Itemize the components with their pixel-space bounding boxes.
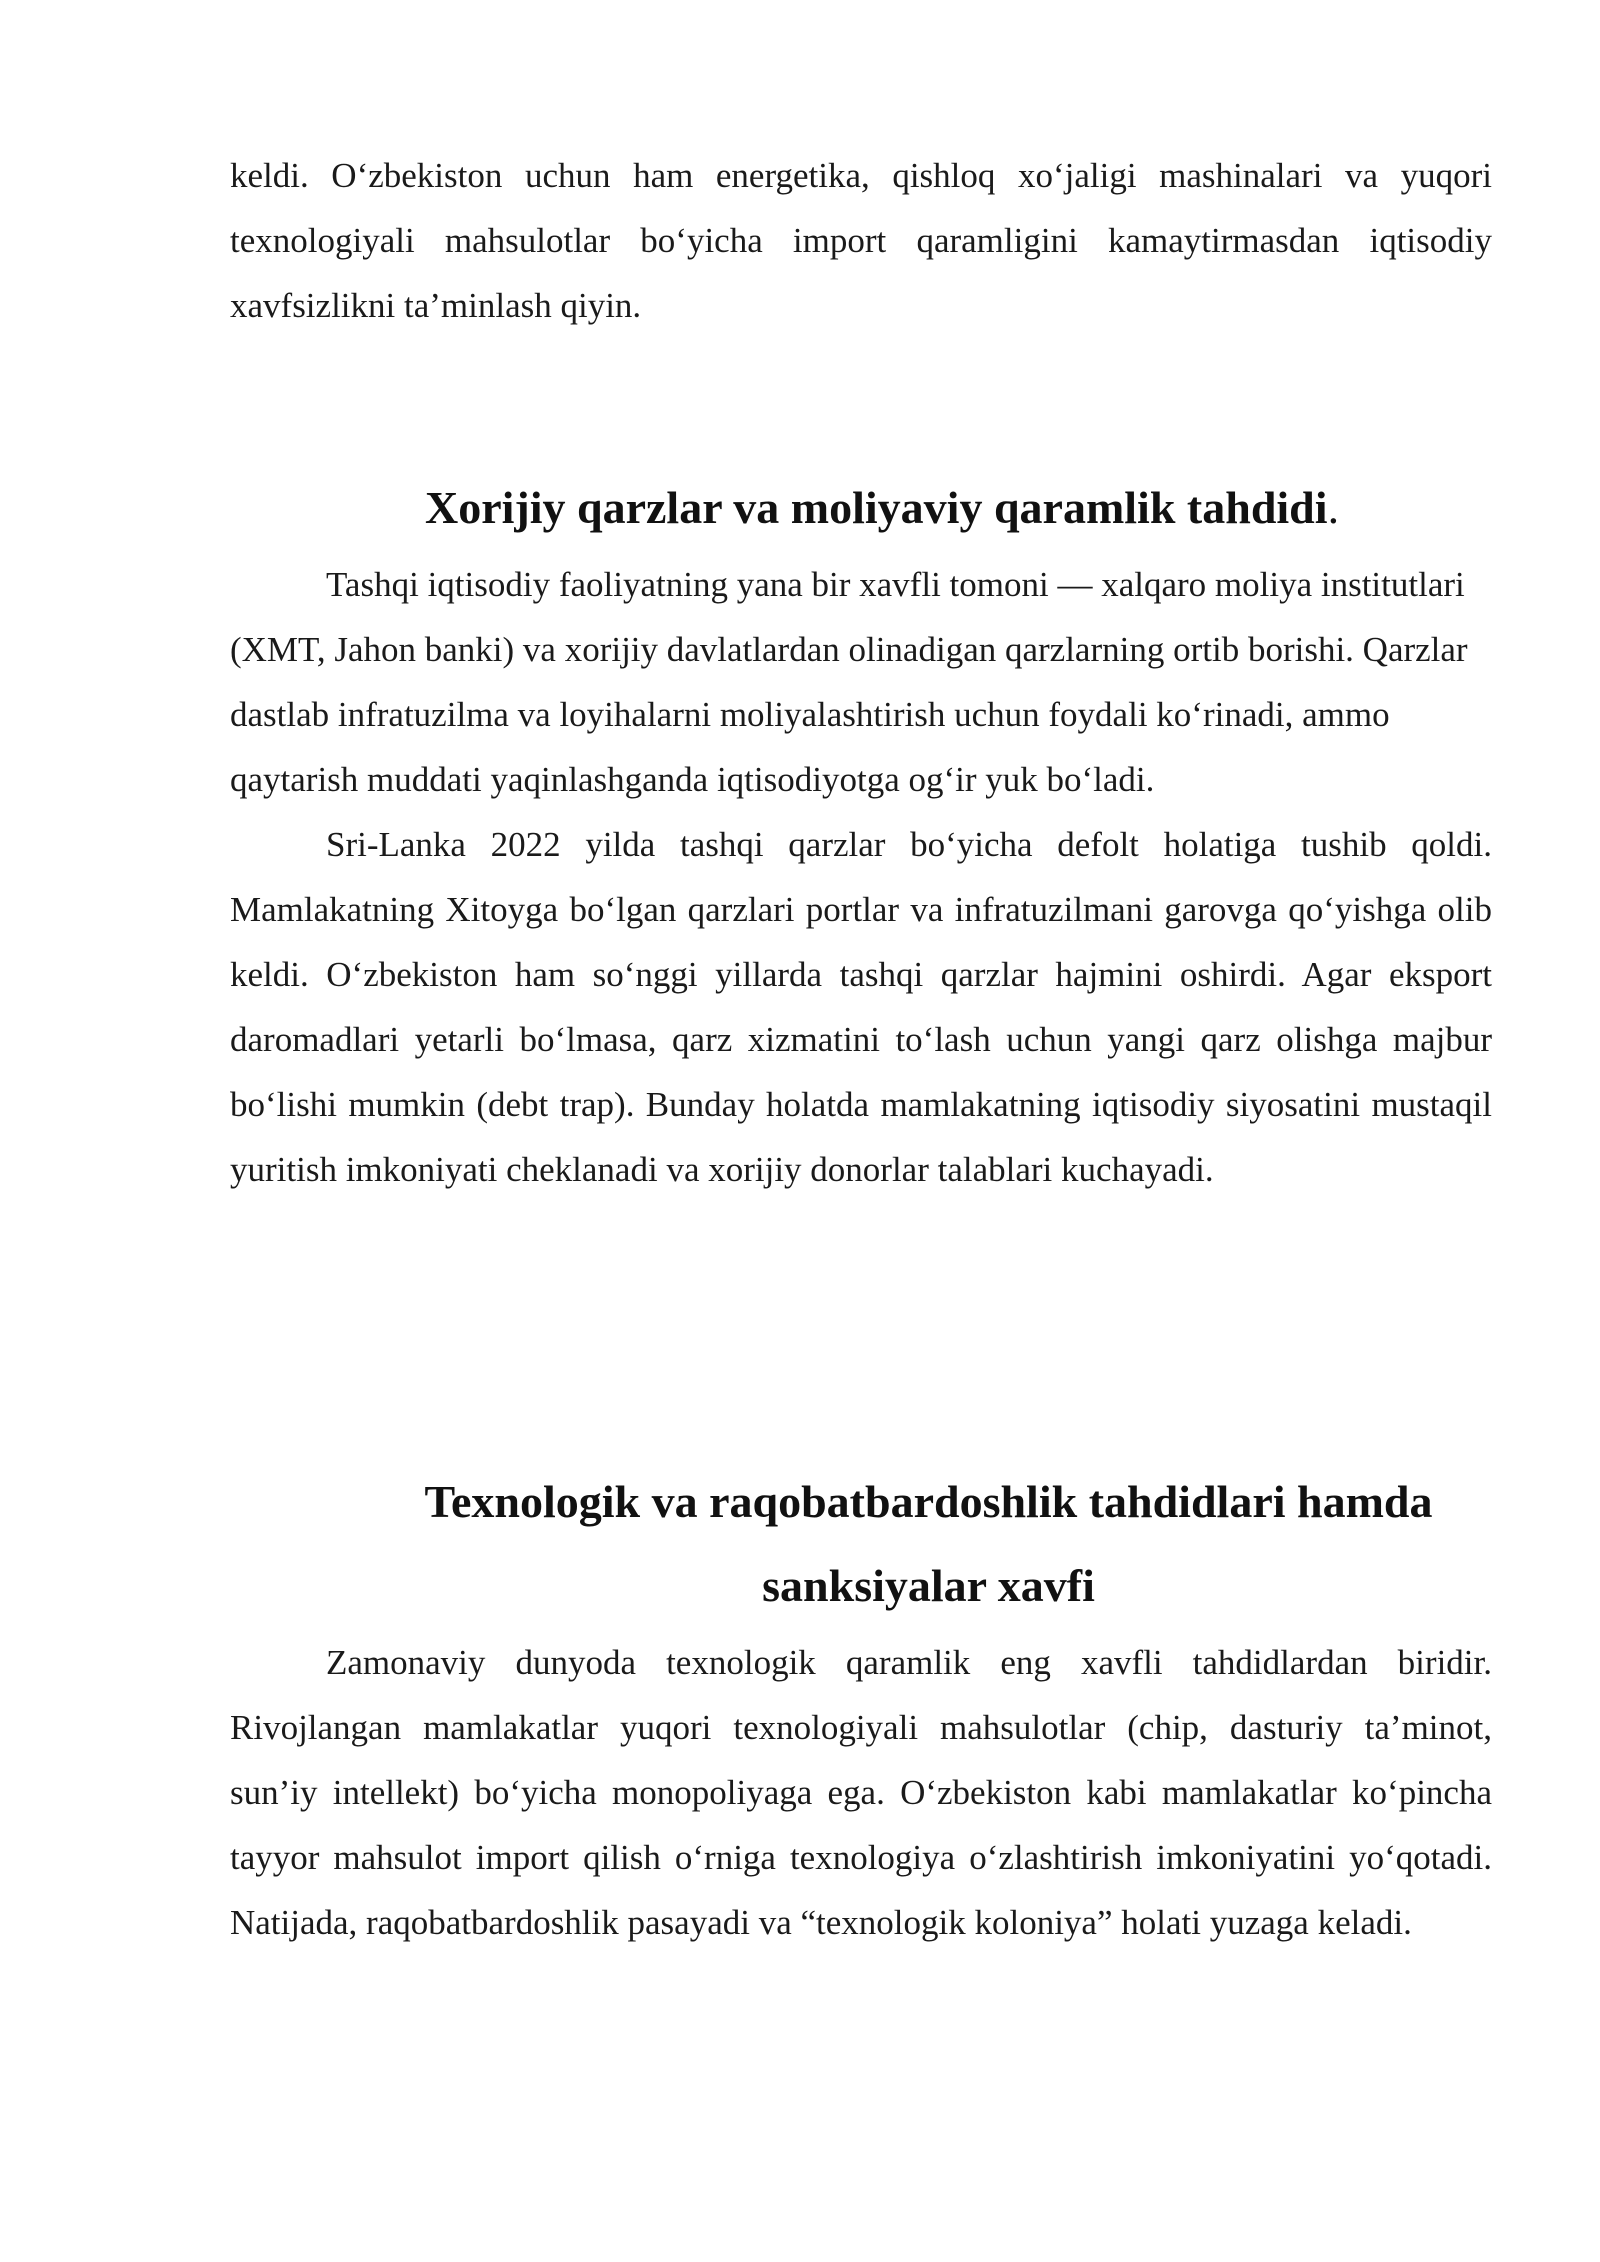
section1-heading-text: Xorijiy qarzlar va moliyaviy qaramlik tahdidi xyxy=(425,482,1328,533)
section1-paragraph1: Tashqi iqtisodiy faoliyatning yana bir xavfli tomoni — xalqaro moliya institutlari (XMT, Jahon banki) va xorijiy davlatlardan olinadigan qarzlarning ortib borishi. Qarzlar dastlab infratuzilma va loyihalarni moliyalashtirish uchun foydali ko‘rinadi, ammo qaytarish muddati yaqinlashganda iqtisodiyotga og‘ir yuk bo‘ladi. xyxy=(230,565,1468,799)
section1-paragraph2: Sri-Lanka 2022 yilda tashqi qarzlar bo‘yicha defolt holatiga tushib qoldi. Mamlakatning Xitoyga bo‘lgan qarzlari portlar va infratuzilmani garovga qo‘yishga olib keldi. O‘zbekiston ham so‘nggi yillarda tashqi qarzlar hajmini oshirdi. Agar eksport daromadlari yetarli bo‘lmasa, qarz xizmatini to‘lash uchun yangi qarz olishga majbur bo‘lishi mumkin (debt trap). Bunday holatda mamlakatning iqtisodiy siyosatini mustaqil yuritish imkoniyati cheklanadi va xorijiy donorlar talablari kuchayadi. xyxy=(230,825,1492,1189)
top-paragraph xyxy=(230,143,1492,338)
section2-paragraph1: Zamonaviy dunyoda texnologik qaramlik eng xavfli tahdidlardan biridir. Rivojlangan mamlakatlar yuqori texnologiyali mahsulotlar (chip, dasturiy ta’minot, sun’iy intellekt) bo‘yicha monopoliyaga ega. O‘zbekiston kabi mamlakatlar ko‘pincha tayyor mahsulot import qilish o‘rniga texnologiya o‘zlashtirish imkoniyatini yo‘qotadi. Natijada, raqobatbardoshlik pasayadi va “texnologik koloniya” holati yuzaga keladi. xyxy=(230,1643,1492,1942)
top-paragraph-text: keldi. O‘zbekiston uchun ham energetika, qishloq xo‘jaligi mashinalari va yuqori texnologiyali mahsulotlar bo‘yicha import qaramligini kamaytirmasdan iqtisodiy xavfsizlikni ta’minlash qiyin. xyxy=(230,156,1492,325)
section2-heading-line1: Texnologik va raqobatbardoshlik tahdidlari hamda xyxy=(424,1476,1433,1527)
section2-heading-line2: sanksiyalar xavfi xyxy=(762,1560,1095,1611)
section2-heading xyxy=(230,1460,1492,1628)
section1-heading xyxy=(425,466,1525,550)
section1-heading-dot: . xyxy=(1327,482,1340,533)
